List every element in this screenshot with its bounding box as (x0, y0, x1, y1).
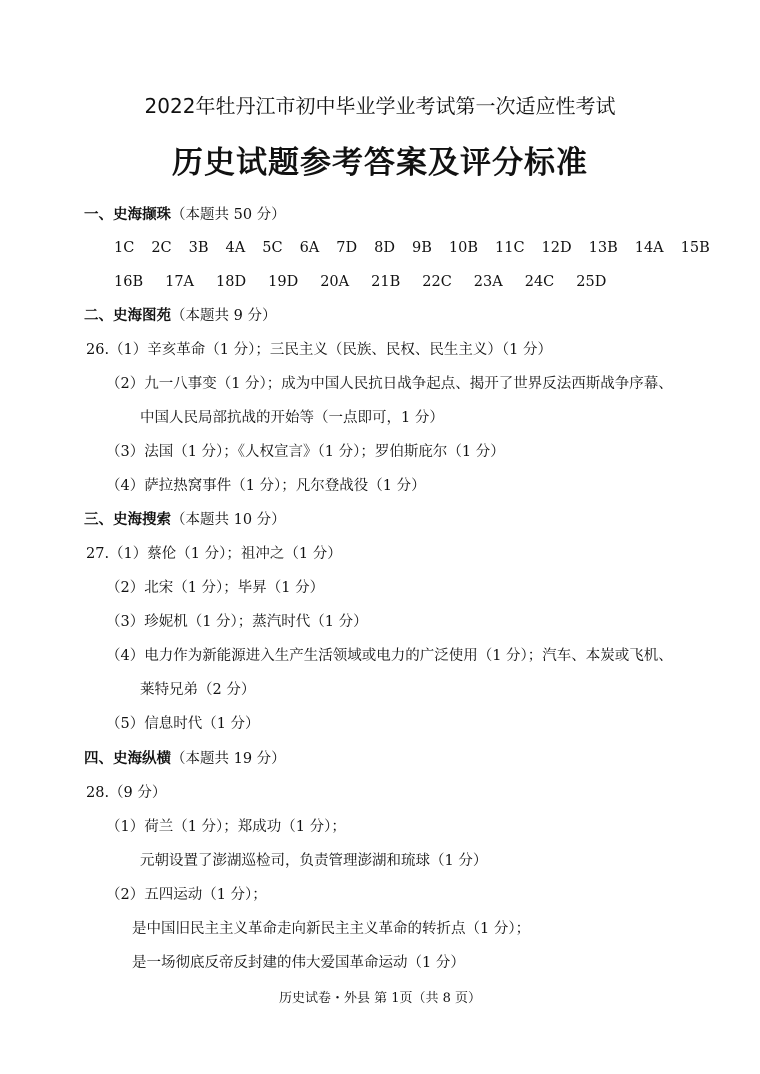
mc-answer: 23A (473, 274, 503, 290)
q27-line-3: （3）珍妮机（1 分）；蒸汽时代（1 分） (106, 614, 368, 630)
q26-line-1: 26.（1）辛亥革命（1 分）；三民主义（民族、民权、民生主义）（1 分） (86, 342, 552, 358)
q27-line-1: 27.（1）蔡伦（1 分）；祖冲之（1 分） (86, 546, 342, 562)
q26-line-2: （2）九一八事变（1 分）；成为中国人民抗日战争起点、揭开了世界反法西斯战争序幕、 (106, 376, 673, 392)
mc-answer: 5C (262, 240, 283, 256)
mc-answer: 6A (299, 240, 320, 256)
section-4-title: 四、史海纵横 (84, 751, 171, 767)
mc-answer: 17A (165, 274, 195, 290)
mc-answer: 12D (541, 240, 572, 256)
section-2-heading (84, 306, 276, 326)
mc-answer: 9B (412, 240, 432, 256)
page-footer: 历史试卷・外县 第 1页（共 8 页） (278, 991, 482, 1006)
mc-answer: 4A (225, 240, 246, 256)
mc-answer: 20A (320, 274, 350, 290)
mc-answer: 10B (448, 240, 478, 256)
mc-answer: 25D (576, 274, 607, 290)
mc-answer: 18D (216, 274, 247, 290)
mc-answers-row-2 (114, 272, 628, 292)
section-3-title: 三、史海搜索 (84, 512, 171, 528)
mc-answer: 22C (422, 274, 452, 290)
q27-line-4: （4）电力作为新能源进入生产生活领域或电力的广泛使用（1 分）；汽车、本炭或飞机、 (106, 648, 673, 664)
section-4-score: （本题共 19 分） (171, 751, 286, 767)
mc-answer: 7D (336, 240, 358, 256)
mc-answer: 2C (151, 240, 172, 256)
section-1-title: 一、史海撷珠 (84, 207, 171, 223)
mc-answers-row-1 (114, 238, 727, 258)
q28-line-6: 是一场彻底反帝反封建的伟大爱国革命运动（1 分） (132, 955, 465, 971)
mc-answer: 15B (680, 240, 710, 256)
mc-answer: 19D (268, 274, 299, 290)
section-4-heading (84, 749, 286, 769)
q28-line-5: 是中国旧民主主义革命走向新民主主义革命的转折点（1 分）； (132, 921, 531, 937)
mc-answer: 16B (114, 274, 144, 290)
document-title: 历史试题参考答案及评分标准 (172, 145, 588, 181)
mc-answer: 13B (588, 240, 618, 256)
section-2-score: （本题共 9 分） (171, 308, 277, 324)
section-3-score: （本题共 10 分） (171, 512, 286, 528)
q27-line-2: （2）北宋（1 分）；毕昇（1 分） (106, 580, 325, 596)
q28-line-1: 28.（9 分） (86, 785, 167, 801)
mc-answer: 11C (495, 240, 525, 256)
q27-line-6: （5）信息时代（1 分） (106, 716, 260, 732)
mc-answer: 21B (371, 274, 401, 290)
q28-line-3: 元朝设置了澎湖巡检司，负责管理澎湖和琉球（1 分） (140, 853, 488, 869)
q27-line-5: 莱特兄弟（2 分） (140, 682, 256, 698)
exam-title: 2022年牡丹江市初中毕业学业考试第一次适应性考试 (144, 94, 616, 118)
mc-answer: 14A (634, 240, 664, 256)
section-2-title: 二、史海图苑 (84, 308, 171, 324)
q26-line-5: （4）萨拉热窝事件（1 分）；凡尔登战役（1 分） (106, 478, 426, 494)
section-3-heading (84, 510, 286, 530)
q28-line-2: （1）荷兰（1 分）；郑成功（1 分）； (106, 819, 346, 835)
q26-line-4: （3）法国（1 分）；《人权宣言》（1 分）；罗伯斯庇尔（1 分） (106, 444, 505, 460)
q28-line-4: （2）五四运动（1 分）； (106, 887, 267, 903)
mc-answer: 3B (188, 240, 209, 256)
q26-line-3: 中国人民局部抗战的开始等（一点即可，1 分） (140, 410, 444, 426)
section-1-heading (84, 205, 286, 225)
mc-answer: 1C (114, 240, 135, 256)
mc-answer: 24C (524, 274, 555, 290)
section-1-score: （本题共 50 分） (171, 207, 286, 223)
mc-answer: 8D (374, 240, 395, 256)
